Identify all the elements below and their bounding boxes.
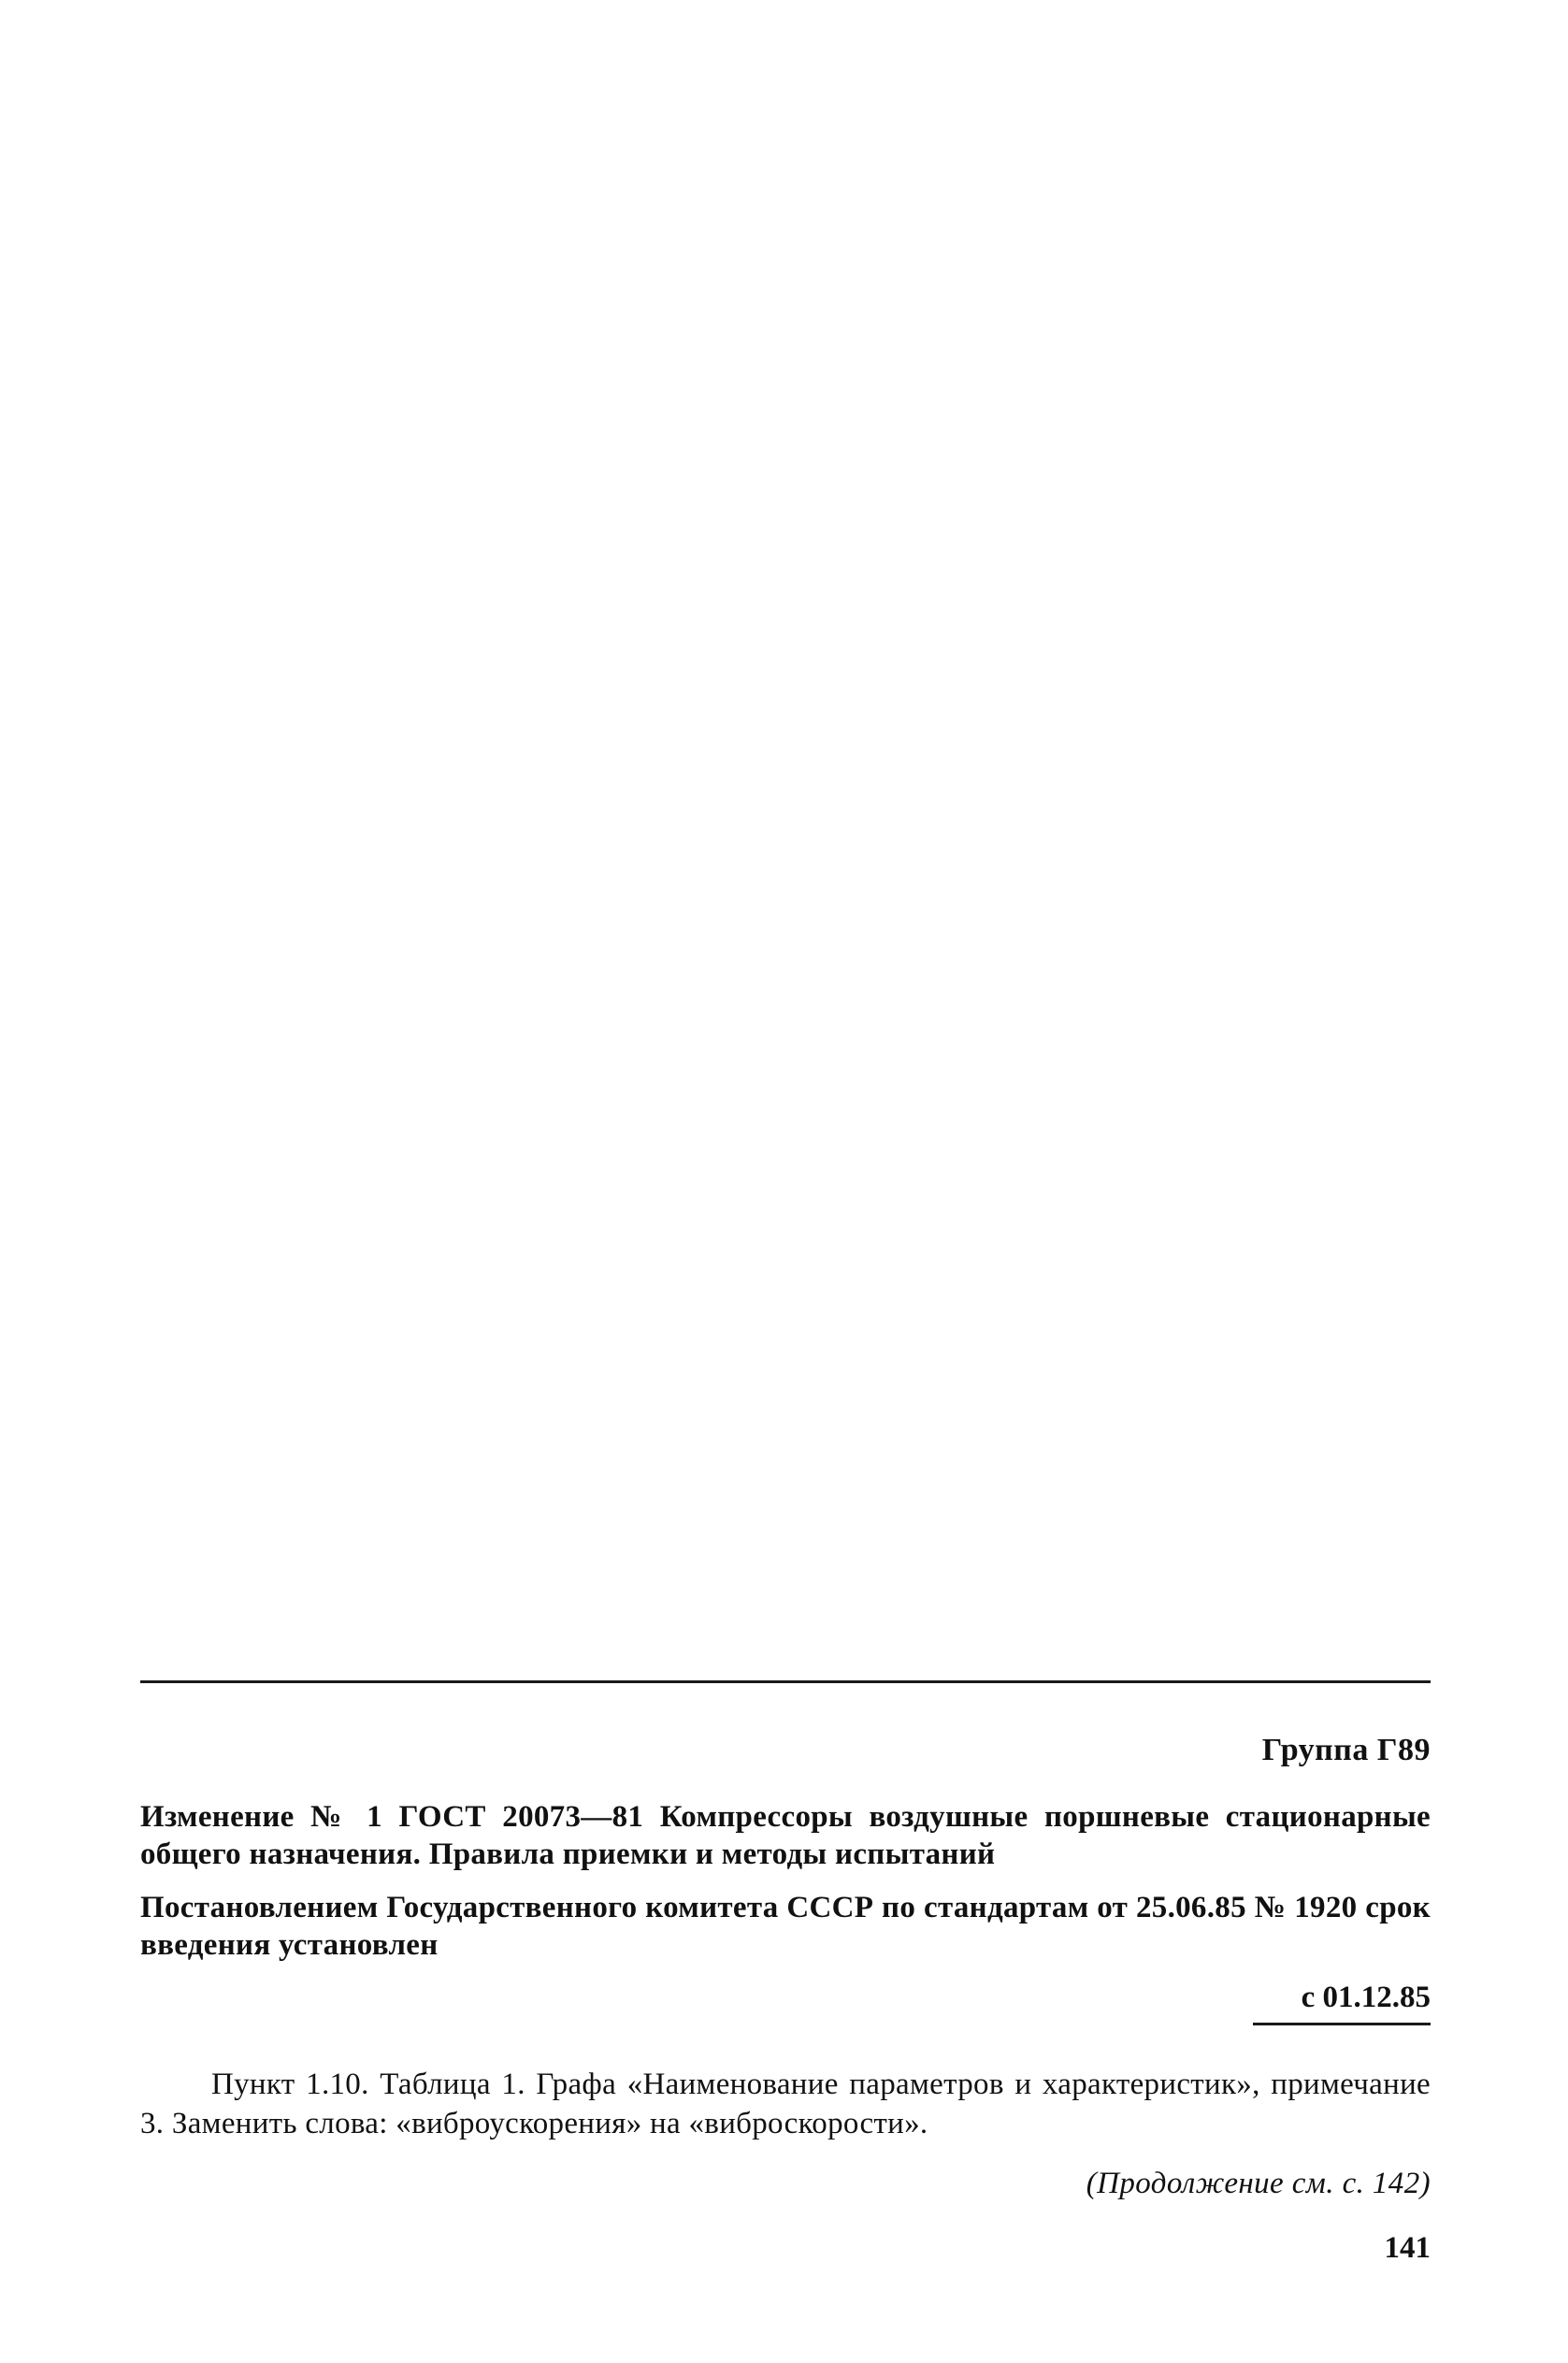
group-label: Группа Г89 [1261, 1733, 1431, 1767]
header-rule [140, 1680, 1431, 1683]
effective-date-underline [1253, 2023, 1431, 2025]
effective-date: с 01.12.85 [1301, 1981, 1431, 2014]
decree-text: Постановлением Государственного комитета СССР по стандартам от 25.06.85 № 1920 срок введения установлен [140, 1891, 1431, 1962]
page-number: 141 [1384, 2231, 1431, 2265]
body-paragraph: Пункт 1.10. Таблица 1. Графа «Наименование параметров и характеристик», примечание 3. Заменить слова: «виброускорения» на «виброскорости». [140, 2068, 1431, 2140]
amendment-title: Изменение № 1 ГОСТ 20073—81 Компрессоры воздушные поршневые стационарные общего назначения. Правила приемки и методы испытаний [140, 1800, 1431, 1871]
continuation-note: (Продолжение см. с. 142) [1086, 2167, 1431, 2200]
